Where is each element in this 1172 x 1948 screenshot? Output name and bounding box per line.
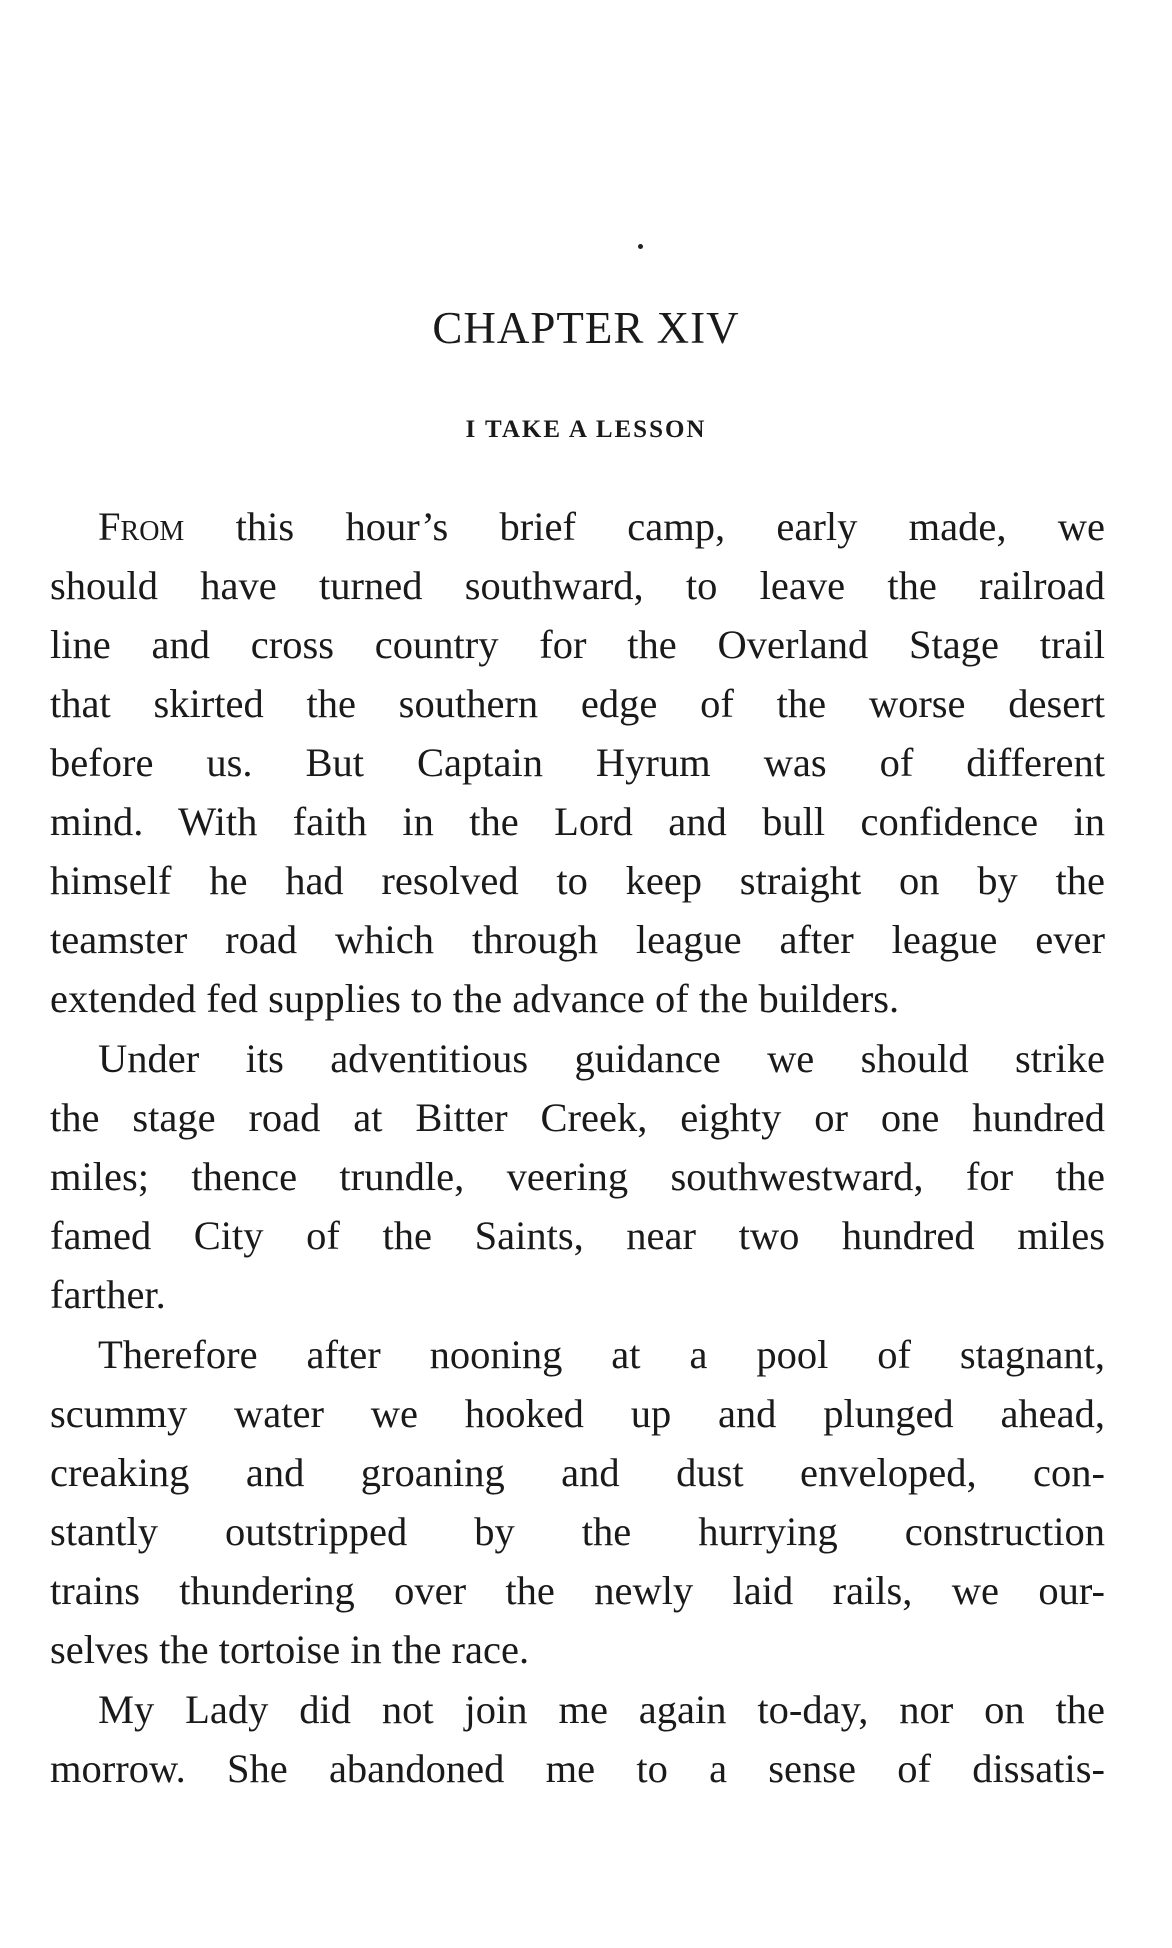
text-line: extended fed supplies to the advance of the builders. — [50, 976, 900, 1021]
text-line: the stage road at Bitter Creek, eighty or one hundred — [50, 1095, 1105, 1140]
text-line: farther. — [50, 1272, 166, 1317]
line-rest: this hour’s brief camp, early made, we — [184, 504, 1105, 549]
text-line: should have turned southward, to leave the railroad — [50, 563, 1105, 608]
paragraph-3 — [50, 1325, 1105, 1679]
text-line: line and cross country for the Overland Stage trail — [50, 622, 1105, 667]
text-line: Therefore after nooning at a pool of stagnant, — [98, 1332, 1105, 1377]
chapter-subtitle: I TAKE A LESSON — [465, 416, 707, 443]
chapter-body — [50, 497, 1105, 1799]
text-line: scummy water we hooked up and plunged ahead, — [50, 1391, 1105, 1436]
paragraph-2 — [50, 1029, 1105, 1324]
text-line: Under its adventitious guidance we should strike — [98, 1036, 1105, 1081]
chapter-title: CHAPTER XIV — [432, 303, 740, 353]
text-line: famed City of the Saints, near two hundred miles — [50, 1213, 1105, 1258]
text-line — [50, 497, 1105, 556]
text-line: My Lady did not join me again to-day, nor on the — [98, 1687, 1105, 1732]
text-line: that skirted the southern edge of the worse desert — [50, 681, 1105, 726]
paragraph-1 — [50, 497, 1105, 1028]
text-line: mind. With faith in the Lord and bull confidence in — [50, 799, 1105, 844]
text-line: before us. But Captain Hyrum was of different — [50, 740, 1105, 785]
text-line: trains thundering over the newly laid rails, we our- — [50, 1568, 1105, 1613]
text-line: morrow. She abandoned me to a sense of dissatis- — [50, 1746, 1105, 1791]
paragraph-4 — [50, 1680, 1105, 1798]
text-line: teamster road which through league after league ever — [50, 917, 1105, 962]
text-line: selves the tortoise in the race. — [50, 1627, 530, 1672]
text-line: miles; thence trundle, veering southwestward, for the — [50, 1154, 1105, 1199]
text-line: himself he had resolved to keep straight on by the — [50, 858, 1105, 903]
text-line: creaking and groaning and dust enveloped, con- — [50, 1450, 1105, 1495]
ink-speck — [638, 244, 643, 249]
drop-word: From — [98, 504, 185, 549]
text-line: stantly outstripped by the hurrying construction — [50, 1509, 1105, 1554]
